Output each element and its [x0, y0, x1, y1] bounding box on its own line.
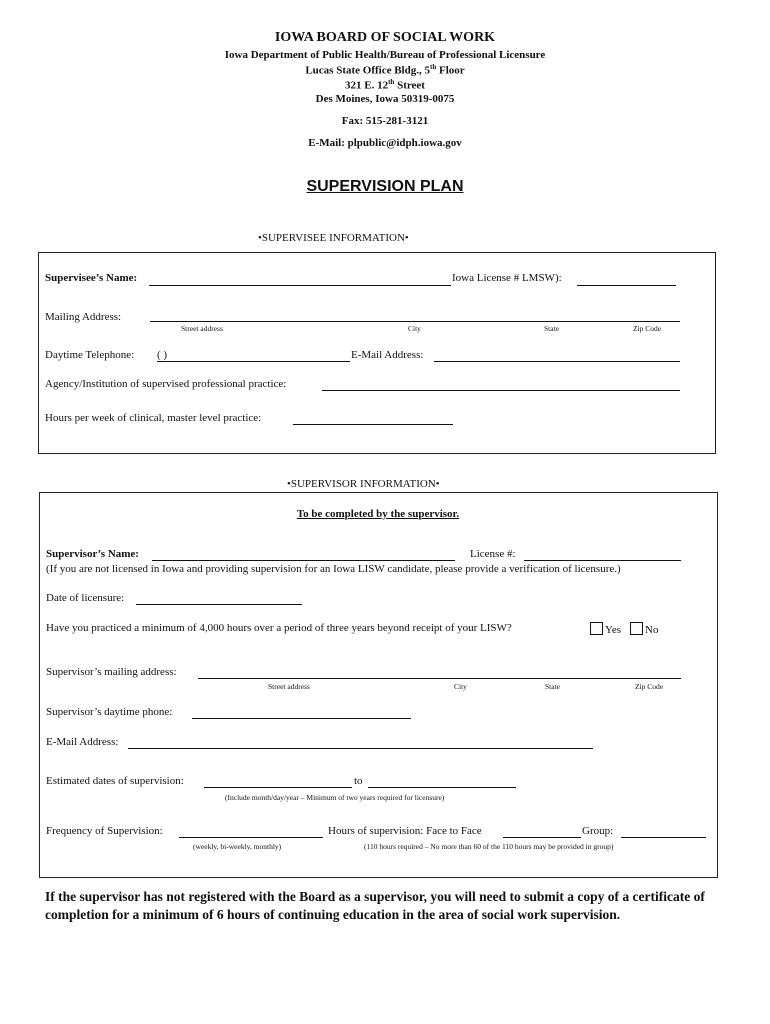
supervisor-box [39, 492, 718, 878]
area-code-parens: ( ) [157, 349, 168, 361]
city-line: Des Moines, Iowa 50319-0075 [315, 93, 455, 105]
fax-line: Fax: 515-281-3121 [341, 115, 429, 127]
zip-caption: Zip Code [635, 682, 664, 691]
practiced-question: Have you practiced a minimum of 4,000 hours over a period of three years beyond receipt of your LISW? [46, 622, 512, 634]
agency-field[interactable] [322, 390, 680, 391]
supervisor-phone-label: Supervisor’s daytime phone: [46, 706, 173, 718]
street-line: 321 E. 12th Street [345, 78, 425, 92]
registration-notice: If the supervisor has not registered with the Board as a supervisor, you will need to submit a copy of a certificate of completion for a minimum of 6 hours of continuing education in the area of social work supervision. [45, 889, 705, 922]
supervisee-section-title: •SUPERVISEE INFORMATION• [258, 232, 409, 244]
supervisor-mailing-field[interactable] [198, 678, 681, 679]
supervisee-email-field[interactable] [434, 361, 680, 362]
hours-caption: (110 hours required – No more than 60 of the 110 hours may be provided in group) [364, 842, 614, 851]
group-hours-field[interactable] [621, 837, 706, 838]
no-checkbox[interactable] [630, 622, 643, 635]
supervisee-mailing-label: Mailing Address: [45, 311, 122, 323]
supervisee-name-field[interactable] [149, 285, 451, 286]
frequency-caption: (weekly, bi-weekly, monthly) [193, 842, 282, 851]
supervisor-phone-field[interactable] [192, 718, 411, 719]
street-address-caption: Street address [268, 682, 310, 691]
board-title: IOWA BOARD OF SOCIAL WORK [274, 30, 496, 45]
date-of-licensure-field[interactable] [136, 604, 302, 605]
supervisor-email-label: E-Mail Address: [46, 736, 119, 748]
frequency-field[interactable] [179, 837, 323, 838]
department-line: Iowa Department of Public Health/Bureau of Professional Licensure [224, 49, 546, 61]
building-line: Lucas State Office Bldg., 5th Floor [305, 63, 465, 77]
supervisor-license-label: License #: [470, 548, 516, 560]
zip-caption: Zip Code [633, 324, 662, 333]
email-line: E-Mail: plpublic@idph.iowa.gov [308, 137, 462, 149]
page-title: SUPERVISION PLAN [306, 178, 464, 195]
state-caption: State [544, 324, 559, 333]
supervisee-name-label: Supervisee’s Name: [45, 272, 138, 284]
supervisor-license-field[interactable] [524, 560, 681, 561]
supervision-dates-label: Estimated dates of supervision: [46, 775, 184, 787]
supervisee-mailing-field[interactable] [150, 321, 680, 322]
yes-option[interactable]: Yes [590, 622, 621, 636]
group-hours-label: Group: [582, 825, 614, 837]
dates-caption: (Include month/day/year – Minimum of two years required for licensure) [225, 793, 445, 802]
city-caption: City [408, 324, 421, 333]
supervisor-mailing-label: Supervisor’s mailing address: [46, 666, 177, 678]
license-verification-note: (If you are not licensed in Iowa and providing supervision for an Iowa LISW candidate, please provide a verification of licensure.) [46, 563, 621, 575]
to-label: to [354, 775, 363, 787]
supervisor-section-title: •SUPERVISOR INFORMATION• [287, 478, 440, 490]
face-to-face-hours-label: Hours of supervision: Face to Face [328, 825, 482, 837]
city-caption: City [454, 682, 467, 691]
face-to-face-hours-field[interactable] [503, 837, 581, 838]
supervisee-license-label: Iowa License # LMSW): [452, 272, 562, 284]
hours-per-week-field[interactable] [293, 424, 453, 425]
no-option[interactable]: No [630, 622, 658, 636]
date-of-licensure-label: Date of licensure: [46, 592, 125, 604]
agency-label: Agency/Institution of supervised professional practice: [45, 378, 287, 390]
state-caption: State [545, 682, 560, 691]
supervisor-email-field[interactable] [128, 748, 593, 749]
start-date-field[interactable] [204, 787, 352, 788]
supervisee-phone-field[interactable] [157, 361, 350, 362]
street-address-caption: Street address [181, 324, 223, 333]
yes-checkbox[interactable] [590, 622, 603, 635]
end-date-field[interactable] [368, 787, 516, 788]
frequency-label: Frequency of Supervision: [46, 825, 163, 837]
supervisor-name-field[interactable] [152, 560, 455, 561]
hours-per-week-label: Hours per week of clinical, master level practice: [45, 412, 262, 424]
supervisee-phone-label: Daytime Telephone: [45, 349, 135, 361]
supervisor-note: To be completed by the supervisor. [296, 508, 460, 520]
supervisee-email-label: E-Mail Address: [351, 349, 424, 361]
supervisee-license-field[interactable] [577, 285, 676, 286]
supervisor-name-label: Supervisor’s Name: [46, 548, 139, 560]
